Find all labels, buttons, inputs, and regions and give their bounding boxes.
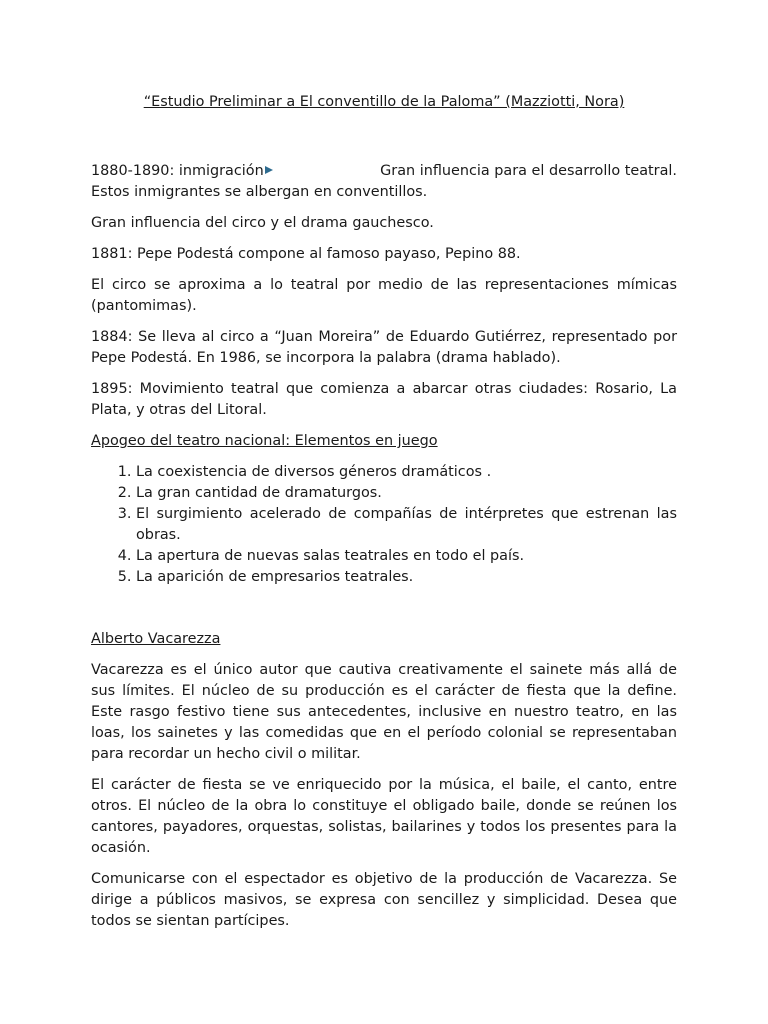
section-heading-vacarezza: Alberto Vacarezza xyxy=(91,631,221,647)
list-item: 4. La apertura de nuevas salas teatrales en todo el país. xyxy=(136,546,677,567)
document-page xyxy=(91,92,677,932)
paragraph-vacarezza-intro: Vacarezza es el único autor que cautiva creativamente el sainete más allá de sus límites. El núcleo de su producción es el carácter de fiesta que la define. Este rasgo festivo tiene sus antecedentes, inclusive en nuestro teatro, en las loas, los sainetes y las comedidas que en el período colonial se representaban para recordar un hecho civil o militar. xyxy=(91,662,677,762)
elements-list xyxy=(91,462,677,588)
arrow-right-icon xyxy=(265,166,273,174)
paragraph-fiesta: El carácter de fiesta se ve enriquecido por la música, el baile, el canto, entre otros. El núcleo de la obra lo constituye el obligado baile, donde se reúnen los cantores, payadores, orquestas, solistas, bailarines y todos los presentes para la ocasión. xyxy=(91,777,677,856)
document-title: “Estudio Preliminar a El conventillo de la Paloma” (Mazziotti, Nora) xyxy=(143,94,625,110)
paragraph-circus-influence: Gran influencia del circo y el drama gauchesco. xyxy=(91,215,434,231)
arrow-connector xyxy=(264,154,352,175)
list-item: 5. La aparición de empresarios teatrales. xyxy=(136,567,677,588)
list-item: 2. La gran cantidad de dramaturgos. xyxy=(136,483,677,504)
immigration-lead: 1880-1890: inmigración xyxy=(91,163,264,179)
paragraph-immigration xyxy=(91,154,677,182)
paragraph-communication: Comunicarse con el espectador es objetivo de la producción de Vacarezza. Se dirige a públicos masivos, se expresa con sencillez y simplicidad. Desea que todos se sientan partícipes. xyxy=(91,871,677,929)
list-item: 1. La coexistencia de diversos géneros dramáticos . xyxy=(136,462,677,483)
paragraph-1884: 1884: Se lleva al circo a “Juan Moreira” de Eduardo Gutiérrez, representado por Pepe Podestá. En 1986, se incorpora la palabra (drama hablado). xyxy=(91,329,677,366)
immigration-effect: Gran influencia para el desarrollo teatral. xyxy=(380,163,677,179)
paragraph-pantomime: El circo se aproxima a lo teatral por medio de las representaciones mímicas (pantomimas). xyxy=(91,277,677,314)
paragraph-1881: 1881: Pepe Podestá compone al famoso payaso, Pepino 88. xyxy=(91,246,521,262)
section-heading-apogeo: Apogeo del teatro nacional: Elementos en juego xyxy=(91,433,438,449)
list-item: 3. El surgimiento acelerado de compañías de intérpretes que estrenan las obras. xyxy=(136,504,677,546)
paragraph-1895: 1895: Movimiento teatral que comienza a abarcar otras ciudades: Rosario, La Plata, y otras del Litoral. xyxy=(91,381,677,418)
immigration-continuation: Estos inmigrantes se albergan en conventillos. xyxy=(91,184,428,200)
